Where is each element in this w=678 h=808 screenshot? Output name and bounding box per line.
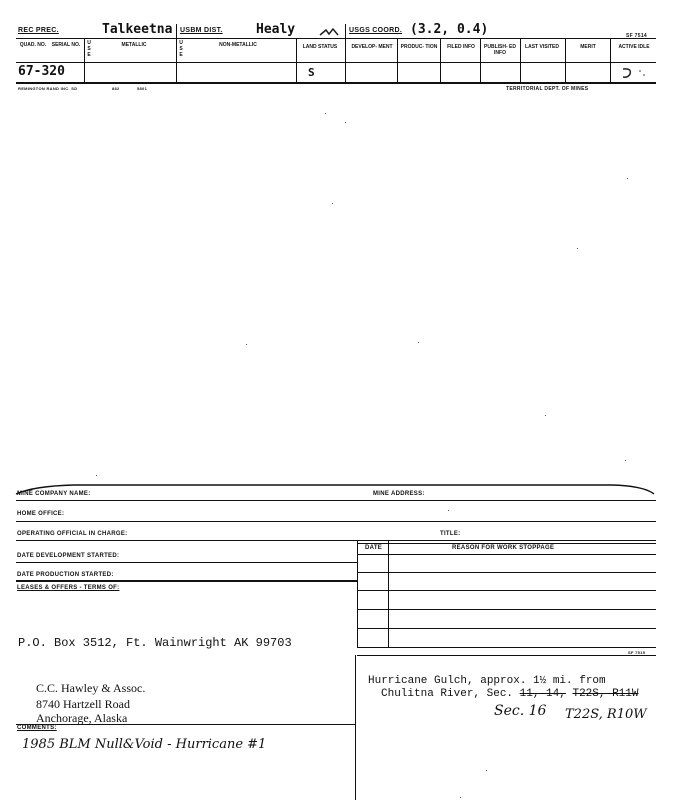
location-sec-text: Chulitna River, Sec. xyxy=(381,688,514,700)
col-divider xyxy=(440,38,441,82)
typed-company-line-1: C.C. Hawley & Assoc. xyxy=(36,681,146,695)
handwritten-township: T22S, R10W xyxy=(565,707,647,722)
col-land-status: LAND STATUS xyxy=(302,44,338,50)
speck xyxy=(332,203,333,204)
stoppage-date-divider xyxy=(388,540,389,648)
typed-address-line: P.O. Box 3512, Ft. Wainwright AK 99703 xyxy=(18,636,292,650)
reason-col-label: REASON FOR WORK STOPPAGE xyxy=(452,545,555,551)
agency-imprint: TERRITORIAL DEPT. OF MINES xyxy=(506,86,589,92)
speck xyxy=(418,342,419,343)
date-col-label: DATE xyxy=(365,545,383,551)
col-active-idle: ACTIVE IDLE xyxy=(618,44,650,50)
handwritten-sec: Sec. 16 xyxy=(494,703,547,719)
quad-serial-value: 67-320 xyxy=(18,64,65,79)
card-top-curve xyxy=(14,478,656,498)
rule-comments xyxy=(16,724,355,725)
divider-usgs xyxy=(345,24,346,82)
land-status-value: S xyxy=(308,66,315,79)
rule-prod-started xyxy=(16,580,357,582)
speck xyxy=(545,415,546,416)
col-quad-no: QUAD. NO. xyxy=(19,42,47,48)
speck xyxy=(325,113,326,114)
rec-prec-label: REC PREC. xyxy=(18,27,59,34)
date-development-started-label: DATE DEVELOPMENT STARTED: xyxy=(17,553,120,559)
columns-bottom-rule xyxy=(16,62,656,63)
speck xyxy=(577,248,578,249)
col-divider xyxy=(610,38,611,82)
rule-right-block xyxy=(357,655,656,656)
rule-stoppage-top xyxy=(357,543,656,544)
col-divider xyxy=(565,38,566,82)
speck xyxy=(627,178,628,179)
col-divider xyxy=(296,38,297,82)
col-published-info: PUBLISH- ED INFO xyxy=(484,44,516,56)
rule-official xyxy=(16,540,656,541)
speck xyxy=(96,475,97,476)
col-use-2: U S E xyxy=(179,40,183,58)
struck-township: T22S, R11W xyxy=(572,688,639,700)
form-number-bottom: SF 7515 xyxy=(628,650,646,655)
col-metallic: METALLIC xyxy=(121,42,147,48)
rule-home-office xyxy=(16,521,656,522)
stoppage-row-rule xyxy=(357,647,656,648)
active-idle-mark-icon xyxy=(620,66,648,80)
mine-address-label: MINE ADDRESS: xyxy=(373,491,425,497)
leases-offers-label: LEASES & OFFERS - TERMS OF: xyxy=(17,585,120,591)
typed-company-line-2: 8740 Hartzell Road xyxy=(36,697,130,711)
col-merit: MERIT xyxy=(580,44,596,50)
stoppage-row-rule xyxy=(357,628,656,629)
title-label: TITLE: xyxy=(440,531,461,537)
printer-imprint: REMINGTON RAND INC. SD xyxy=(18,86,78,91)
handwritten-comment: 1985 BLM Null&Void - Hurricane #1 xyxy=(22,737,267,752)
usbm-dist-value: Healy xyxy=(256,22,296,37)
usbm-dist-label: USBM DIST. xyxy=(180,27,223,34)
typed-location-line-2 xyxy=(381,688,638,700)
col-development: DEVELOP- MENT xyxy=(351,44,393,50)
struck-sections: 11, 14, xyxy=(519,688,566,700)
typed-company-line-3: Anchorage, Alaska xyxy=(36,711,128,725)
col-last-visited: LAST VISITED xyxy=(525,44,559,50)
col-divider xyxy=(397,38,398,82)
speck xyxy=(448,510,449,511)
speck xyxy=(246,344,247,345)
home-office-label: HOME OFFICE: xyxy=(17,511,65,517)
lower-vertical-divider xyxy=(355,655,356,800)
col-divider xyxy=(84,38,85,82)
header-bottom-rule xyxy=(16,38,656,39)
col-use-1: U S E xyxy=(87,40,91,58)
rule-dev-started xyxy=(16,562,357,563)
col-serial-no: SERIAL NO. xyxy=(51,42,81,48)
col-divider xyxy=(520,38,521,82)
typed-location-line-1: Hurricane Gulch, approx. 1½ mi. from xyxy=(368,675,606,687)
rec-prec-value: Talkeetna xyxy=(102,22,173,37)
usgs-coord-label: USGS COORD. xyxy=(349,27,403,34)
usgs-coord-value: (3.2, 0.4) xyxy=(410,22,489,37)
stoppage-row-rule xyxy=(357,609,656,610)
col-filed-info: FILED INFO xyxy=(447,44,475,50)
speck xyxy=(345,122,346,123)
rule-company xyxy=(16,500,656,501)
stoppage-row-rule xyxy=(357,590,656,591)
rule-stoppage-head xyxy=(357,554,656,555)
col-non-metallic: NON-METALLIC xyxy=(219,42,257,48)
comments-label: COMMENTS: xyxy=(17,725,57,731)
operating-official-label: OPERATING OFFICIAL IN CHARGE: xyxy=(17,531,128,537)
printer-code-b: 5801 xyxy=(137,86,148,91)
speck xyxy=(625,460,626,461)
row-bottom-rule xyxy=(16,82,656,84)
stoppage-left xyxy=(357,540,358,648)
mine-company-name-label: MINE COMPANY NAME: xyxy=(17,491,91,497)
col-production: PRODUC- TION xyxy=(400,44,438,50)
scribble-mark xyxy=(318,26,340,38)
divider-usbm xyxy=(176,24,177,82)
form-number-top: SF 7514 xyxy=(626,33,648,39)
date-production-started-label: DATE PRODUCTION STARTED: xyxy=(17,572,114,578)
stoppage-row-rule xyxy=(357,572,656,573)
col-divider xyxy=(480,38,481,82)
printer-code-a: 882 xyxy=(112,86,120,91)
speck xyxy=(460,797,461,798)
speck xyxy=(486,770,487,771)
